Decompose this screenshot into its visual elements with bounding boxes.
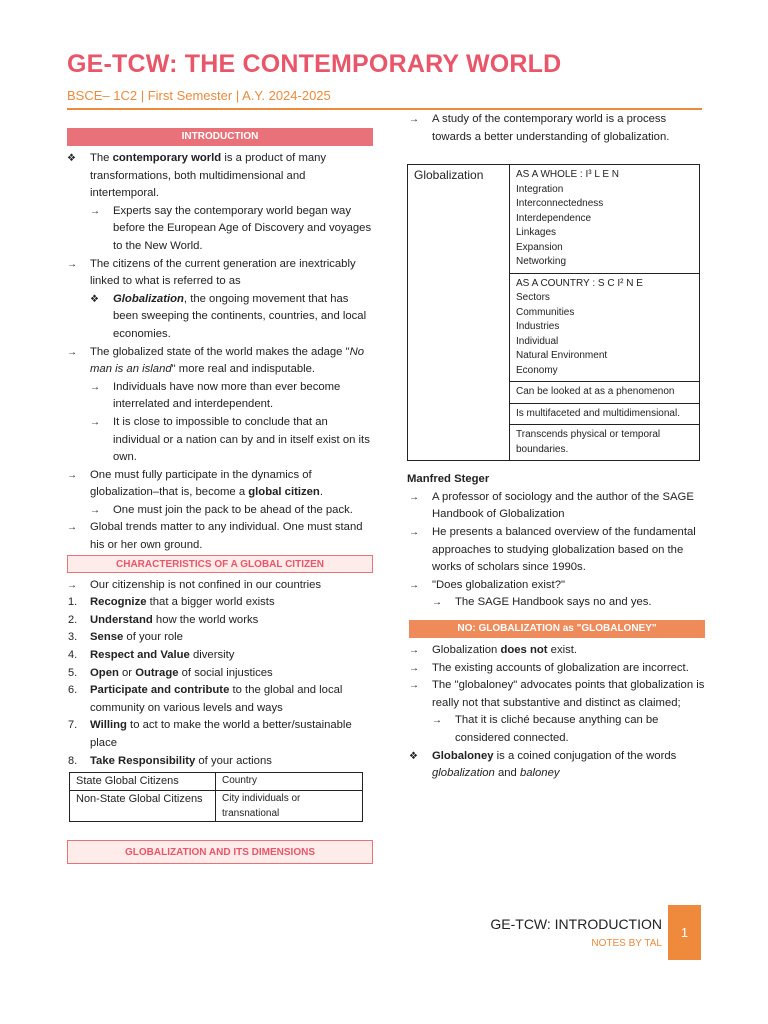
page-title: GE-TCW: THE CONTEMPORARY WORLD — [67, 50, 562, 78]
numbered-item: 4. Respect and Value diversity — [68, 649, 235, 662]
arrow-icon: → — [432, 597, 442, 609]
arrow-icon: → — [409, 579, 419, 591]
list-item: → Global trends matter to any individual. One must stand his or her own ground. — [67, 521, 363, 552]
arrow-icon: → — [409, 491, 419, 503]
numbered-item: 2. Understand how the world works — [68, 613, 259, 626]
numbered-item: 1. Recognize that a bigger world exists — [68, 596, 275, 609]
list-item: → One must join the pack to be ahead of the pack. — [63, 502, 373, 520]
arrow-icon: → — [409, 114, 419, 125]
table-row: Transcends physical or temporal boundaries. — [408, 425, 700, 461]
list-item: → The SAGE Handbook says no and yes. — [405, 594, 705, 612]
arrow-icon: → — [67, 258, 77, 270]
list-item: → That it is cliché because anything can be considered connected. — [432, 714, 659, 744]
arrow-icon: → — [409, 526, 419, 538]
section-header-characteristics: CHARACTERISTICS OF A GLOBAL CITIZEN — [67, 555, 373, 573]
list-item: ❖ The contemporary world is a product of many transformations, both multidimensional and intertemporal. — [67, 152, 327, 200]
list-item: → The "globaloney" advocates points that globalization is really not that substantive and distinct as claimed; — [409, 679, 705, 709]
arrow-icon: → — [409, 644, 419, 656]
table-row: Non-State Global Citizens City individuals or transnational — [70, 791, 363, 822]
right-column — [405, 111, 705, 783]
numbered-item: 8. Take Responsibility of your actions — [68, 754, 272, 767]
list-item: ❖ Globaloney is a coined conjugation of the words globalization and baloney — [409, 749, 677, 780]
list-item: → Globalization does not exist. — [405, 642, 705, 660]
table-row: Globalization AS A WHOLE : I³ L E N Integration Interconnectedness Interdependence Linkages Expansion Networking — [408, 165, 700, 274]
header-divider — [67, 108, 702, 110]
table-row: Can be looked at as a phenomenon — [408, 382, 700, 404]
footer-title: GE-TCW: INTRODUCTION — [490, 916, 662, 932]
section-header-introduction: INTRODUCTION — [67, 128, 373, 146]
globalization-table — [407, 164, 700, 461]
table-row: State Global Citizens Country — [70, 773, 363, 791]
page-subtitle: BSCE– 1C2 | First Semester | A.Y. 2024-2025 — [67, 88, 331, 103]
citizen-table — [69, 772, 363, 822]
page-number: 1 — [668, 905, 701, 960]
arrow-icon: → — [67, 469, 77, 481]
arrow-icon: → — [409, 662, 419, 674]
list-item: → "Does globalization exist?" — [405, 577, 705, 595]
footer-subtitle: NOTES BY TAL — [591, 938, 662, 949]
numbered-item: 5. Open or Outrage of social injustices — [68, 666, 273, 679]
table-row: Is multifaceted and multidimensional. — [408, 403, 700, 425]
arrow-icon: → — [90, 381, 100, 393]
arrow-icon: → — [90, 504, 100, 516]
numbered-item: 7. Willing to act to make the world a better/sustainable place — [68, 719, 352, 749]
arrow-icon: → — [90, 205, 100, 217]
list-item: ❖ Globalization, the ongoing movement that has been sweeping the continents, countries, and local economies. — [90, 292, 367, 340]
list-item: → One must fully participate in the dynamics of globalization–that is, become a global citizen. — [67, 468, 323, 499]
diamond-icon: ❖ — [67, 153, 76, 164]
numbered-item: 3. Sense of your role — [68, 631, 183, 644]
section-header-globaloney: NO: GLOBALIZATION as "GLOBALONEY" — [409, 620, 705, 638]
country-cell: AS A COUNTRY : S C I² N E Sectors Communities Industries Individual Natural Environment Economy — [510, 273, 700, 382]
list-item: → A study of the contemporary world is a process towards a better understanding of globalization. — [409, 113, 670, 143]
list-item: → Our citizenship is not confined in our countries — [63, 577, 373, 595]
diamond-icon: ❖ — [409, 750, 418, 762]
numbered-item: 6. Participate and contribute to the global and local community on various levels and ways — [68, 684, 343, 714]
whole-cell: AS A WHOLE : I³ L E N Integration Interconnectedness Interdependence Linkages Expansion Networking — [510, 165, 700, 274]
arrow-icon: → — [67, 522, 77, 534]
section-header-dimensions: GLOBALIZATION AND ITS DIMENSIONS — [67, 840, 373, 864]
list-item: → The existing accounts of globalization are incorrect. — [405, 660, 705, 678]
arrow-icon: → — [409, 680, 419, 692]
list-item: → He presents a balanced overview of the fundamental approaches to studying globalization based on the works of scholars since 1990s. — [409, 525, 696, 574]
list-item: → Experts say the contemporary world began way before the European Age of Discovery and voyages to the New World. — [90, 204, 372, 252]
diamond-icon: ❖ — [90, 293, 99, 305]
list-item: → Individuals have now more than ever become interrelated and interdependent. — [90, 380, 341, 411]
steger-heading: Manfred Steger — [407, 473, 490, 486]
arrow-icon: → — [67, 579, 77, 591]
arrow-icon: → — [432, 715, 442, 727]
arrow-icon: → — [90, 416, 100, 428]
list-item: → The citizens of the current generation are inextricably linked to what is referred to as — [67, 257, 356, 288]
left-column — [63, 128, 373, 868]
list-item: → It is close to impossible to conclude that an individual or a nation can by and in itself exist on its own. — [90, 415, 370, 464]
list-item: → A professor of sociology and the author of the SAGE Handbook of Globalization — [409, 490, 694, 521]
list-item: → The globalized state of the world makes the adage "No man is an island" more real and indisputable. — [67, 345, 365, 376]
arrow-icon: → — [67, 346, 77, 358]
